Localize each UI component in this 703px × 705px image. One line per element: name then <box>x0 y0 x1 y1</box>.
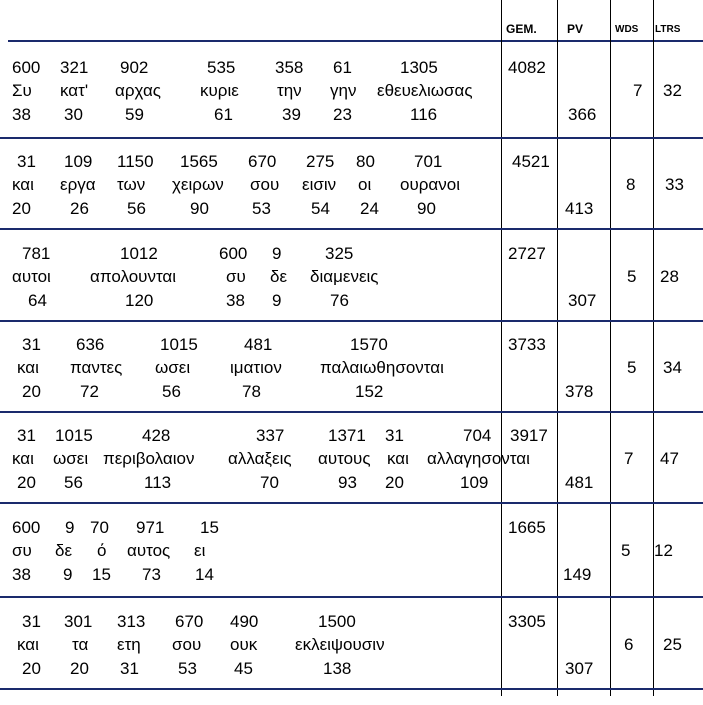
header-wds: WDS <box>615 24 639 35</box>
word-value: 325 <box>325 244 354 263</box>
letter-count-line <box>0 291 500 315</box>
letter-count: 20 <box>17 473 36 492</box>
letter-count: 38 <box>12 105 31 124</box>
greek-line <box>0 541 500 565</box>
letter-count-line <box>0 659 500 683</box>
letter-count: 78 <box>242 382 261 401</box>
verse-row <box>0 335 703 428</box>
letter-count: 56 <box>162 382 181 401</box>
letter-count: 20 <box>22 659 41 678</box>
greek-word: και <box>17 358 39 377</box>
greek-word: διαμενεις <box>310 267 379 286</box>
letter-count: 109 <box>460 473 489 492</box>
letter-count-line <box>0 382 500 406</box>
letter-count: 38 <box>12 565 31 584</box>
letter-total: 33 <box>665 175 684 194</box>
letter-count: 9 <box>272 291 282 310</box>
greek-word: συ <box>12 541 32 560</box>
letter-count: 56 <box>64 473 83 492</box>
word-value: 1305 <box>400 58 438 77</box>
greek-word: και <box>17 635 39 654</box>
gematria-total: 2727 <box>508 244 546 263</box>
greek-word: σου <box>250 175 280 194</box>
word-value: 31 <box>385 426 404 445</box>
place-value-total: 149 <box>563 565 592 584</box>
greek-word: αλλαξεις <box>228 449 292 468</box>
letter-count: 56 <box>127 199 146 218</box>
verse-row <box>0 244 703 337</box>
greek-word: περιβολαιον <box>103 449 195 468</box>
letter-count: 59 <box>125 105 144 124</box>
word-value: 1565 <box>180 152 218 171</box>
word-value: 9 <box>272 244 282 263</box>
letter-count: 72 <box>80 382 99 401</box>
greek-word: εργα <box>60 175 96 194</box>
gematria-total: 3733 <box>508 335 546 354</box>
letter-count: 38 <box>226 291 245 310</box>
letter-count: 93 <box>338 473 357 492</box>
word-value: 1371 <box>328 426 366 445</box>
verse-row <box>0 518 703 611</box>
greek-word: κατ' <box>60 81 89 100</box>
header-gem: GEM. <box>506 22 537 36</box>
place-value-total: 481 <box>565 473 594 492</box>
greek-word: εισιν <box>302 175 337 194</box>
greek-word: αρχας <box>115 81 161 100</box>
letter-count: 14 <box>195 565 214 584</box>
greek-word: κυριε <box>200 81 239 100</box>
place-value-total: 413 <box>565 199 594 218</box>
word-value: 701 <box>414 152 443 171</box>
letter-count: 120 <box>125 291 154 310</box>
greek-word: απολουνται <box>90 267 177 286</box>
greek-line <box>0 175 500 199</box>
word-value: 1500 <box>318 612 356 631</box>
word-value: 535 <box>207 58 236 77</box>
greek-word: αλλαγησονται <box>427 449 530 468</box>
letter-count: 90 <box>190 199 209 218</box>
greek-word: ωσει <box>53 449 89 468</box>
letter-count: 20 <box>385 473 404 492</box>
word-value: 15 <box>200 518 219 537</box>
greek-line <box>0 267 500 291</box>
value-line <box>0 58 500 82</box>
letter-count-line <box>0 473 500 497</box>
word-value: 600 <box>12 518 41 537</box>
word-value: 670 <box>175 612 204 631</box>
word-value: 1570 <box>350 335 388 354</box>
letter-count: 53 <box>178 659 197 678</box>
letter-count: 152 <box>355 382 384 401</box>
word-value: 321 <box>60 58 89 77</box>
verse-row <box>0 152 703 245</box>
word-value: 1012 <box>120 244 158 263</box>
word-value: 490 <box>230 612 259 631</box>
greek-word: εκλειψουσιν <box>295 635 385 654</box>
greek-line <box>0 358 500 382</box>
word-value: 31 <box>17 426 36 445</box>
letter-count: 70 <box>260 473 279 492</box>
gematria-total: 1665 <box>508 518 546 537</box>
word-value: 1015 <box>160 335 198 354</box>
letter-count: 73 <box>142 565 161 584</box>
greek-word: ουκ <box>230 635 258 654</box>
word-value: 428 <box>142 426 171 445</box>
verse-row <box>0 426 703 519</box>
word-value: 1015 <box>55 426 93 445</box>
greek-word: δε <box>270 267 288 286</box>
word-value: 109 <box>64 152 93 171</box>
gematria-total: 4521 <box>512 152 550 171</box>
letter-count: 20 <box>70 659 89 678</box>
letter-total: 32 <box>663 81 682 100</box>
greek-word: ιματιον <box>230 358 282 377</box>
word-value: 600 <box>12 58 41 77</box>
letter-total: 47 <box>660 449 679 468</box>
letter-count: 138 <box>323 659 352 678</box>
letter-count: 116 <box>410 105 438 124</box>
greek-word: οι <box>358 175 372 194</box>
word-value: 9 <box>65 518 75 537</box>
word-value: 31 <box>22 612 41 631</box>
letter-count-line <box>0 565 500 589</box>
word-value: 600 <box>219 244 248 263</box>
word-count: 5 <box>627 358 637 377</box>
letter-count: 61 <box>214 105 233 124</box>
word-count: 5 <box>627 267 637 286</box>
word-value: 636 <box>76 335 105 354</box>
letter-count-line <box>0 105 500 129</box>
word-value: 275 <box>306 152 335 171</box>
letter-count: 90 <box>417 199 436 218</box>
greek-word: αυτοι <box>12 267 51 286</box>
word-value: 313 <box>117 612 146 631</box>
letter-count: 20 <box>12 199 31 218</box>
word-value: 31 <box>22 335 41 354</box>
word-value: 70 <box>90 518 109 537</box>
word-value: 781 <box>22 244 51 263</box>
letter-count: 9 <box>63 565 73 584</box>
gematria-total: 4082 <box>508 58 546 77</box>
greek-word: δε <box>55 541 73 560</box>
place-value-total: 307 <box>565 659 594 678</box>
value-line <box>0 152 500 176</box>
greek-word: ωσει <box>155 358 191 377</box>
word-value: 337 <box>256 426 285 445</box>
letter-count: 15 <box>92 565 111 584</box>
greek-word: συ <box>226 267 246 286</box>
word-value: 902 <box>120 58 149 77</box>
word-count: 7 <box>633 81 643 100</box>
greek-word: την <box>277 81 302 100</box>
greek-line <box>0 81 500 105</box>
word-value: 61 <box>333 58 352 77</box>
greek-word: σου <box>172 635 202 654</box>
gematria-total: 3305 <box>508 612 546 631</box>
greek-word: των <box>117 175 146 194</box>
word-value: 704 <box>463 426 492 445</box>
greek-word: τα <box>72 635 89 654</box>
word-value: 80 <box>356 152 375 171</box>
word-count: 5 <box>621 541 631 560</box>
greek-word: και <box>12 175 34 194</box>
greek-word: χειρων <box>172 175 224 194</box>
letter-total: 28 <box>660 267 679 286</box>
letter-count: 113 <box>144 473 172 492</box>
gematria-total: 3917 <box>510 426 548 445</box>
value-line <box>0 244 500 268</box>
place-value-total: 307 <box>568 291 597 310</box>
greek-word: ουρανοι <box>400 175 460 194</box>
letter-count-line <box>0 199 500 223</box>
header-rule <box>8 40 703 42</box>
value-line <box>0 612 500 636</box>
greek-word: παντες <box>70 358 123 377</box>
greek-word: και <box>12 449 34 468</box>
letter-total: 25 <box>663 635 682 654</box>
greek-word: ει <box>194 541 206 560</box>
letter-count: 54 <box>311 199 330 218</box>
greek-line <box>0 635 500 659</box>
word-count: 8 <box>626 175 636 194</box>
letter-count: 24 <box>360 199 379 218</box>
header-pv: PV <box>567 22 584 36</box>
letter-count: 45 <box>234 659 253 678</box>
verse-row <box>0 612 703 705</box>
word-value: 670 <box>248 152 277 171</box>
letter-count: 31 <box>120 659 139 678</box>
word-count: 7 <box>624 449 634 468</box>
greek-word: Συ <box>12 81 32 100</box>
greek-word: παλαιωθησονται <box>320 358 444 377</box>
word-value: 481 <box>244 335 273 354</box>
place-value-total: 378 <box>565 382 594 401</box>
greek-word: εθευελιωσας <box>377 81 473 100</box>
greek-word: και <box>387 449 409 468</box>
value-line <box>0 426 500 450</box>
letter-total: 12 <box>654 541 673 560</box>
word-value: 358 <box>275 58 304 77</box>
letter-count: 26 <box>70 199 89 218</box>
letter-count: 20 <box>22 382 41 401</box>
letter-count: 39 <box>282 105 301 124</box>
header-ltrs: LTRS <box>655 24 681 35</box>
letter-count: 76 <box>330 291 349 310</box>
letter-count: 64 <box>28 291 47 310</box>
word-value: 971 <box>136 518 165 537</box>
letter-total: 34 <box>663 358 682 377</box>
word-value: 301 <box>64 612 93 631</box>
value-line <box>0 335 500 359</box>
word-count: 6 <box>624 635 634 654</box>
verse-row <box>0 58 703 151</box>
place-value-total: 366 <box>568 105 597 124</box>
letter-count: 53 <box>252 199 271 218</box>
greek-word: γην <box>330 81 357 100</box>
greek-word: ό <box>97 541 107 560</box>
letter-count: 23 <box>333 105 352 124</box>
letter-count: 30 <box>64 105 83 124</box>
greek-word: αυτος <box>127 541 171 560</box>
greek-word: αυτους <box>318 449 371 468</box>
value-line <box>0 518 500 542</box>
greek-word: ετη <box>117 635 141 654</box>
greek-line <box>0 449 580 473</box>
word-value: 1150 <box>117 152 154 171</box>
word-value: 31 <box>17 152 36 171</box>
